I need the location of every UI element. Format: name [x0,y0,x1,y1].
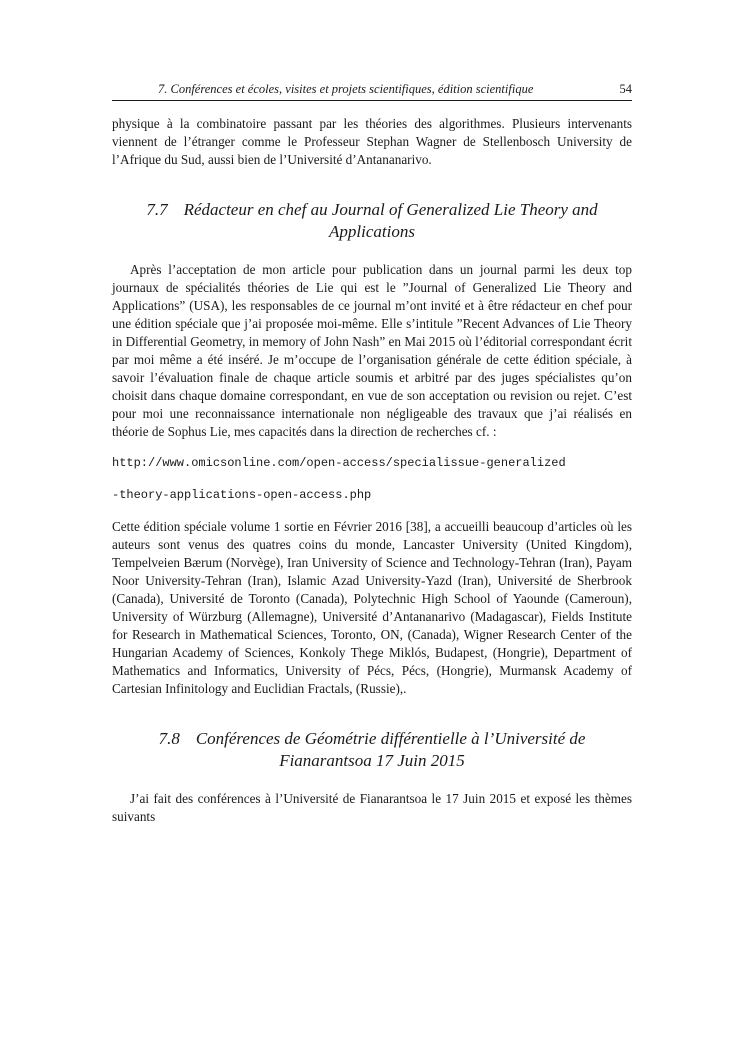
body-paragraph: Après l’acceptation de mon article pour publication dans un journal parmi les deux top journaux de spécialités théories de Lie qui est le ”Journal of Generalized Lie Theory and Applications” (USA), les responsables de ce journal m’ont invité et à être rédacteur en chef pour une édition spéciale que j’ai proposée moi-même. Elle s’intitule ”Recent Advances of Lie Theory in Differential Geometry, in memory of John Nash” en Mai 2015 où l’éditorial correspondant écrit par moi même a été inséré. Je m’occupe de l’organisation générale de cette édition spéciale, à savoir l’évaluation finale de chaque article soumis et arbitré par des juges spécialistes qu’on choisit dans chaque domaine correspondant, en vue de son acceptation ou revision ou rejet. C’est pour moi une reconnaissance internationale non négligeable des travaux que j’ai réalisés en théorie de Sophus Lie, mes capacités dans la direction de recherches cf. : [112,262,632,439]
body-paragraph: J’ai fait des conférences à l’Université de Fianarantsoa le 17 Juin 2015 et exposé les thèmes suivants [112,791,632,824]
section-number: 7.8 [158,729,180,748]
intro-paragraph: physique à la combinatoire passant par les théories des algorithmes. Plusieurs intervenants viennent de l’étranger comme le Professeur Stephan Wagner de Stellenbosch University de l’Afrique du Sud, aussi bien de l’Université d’Antananarivo. [112,116,632,167]
body-paragraph: Cette édition spéciale volume 1 sortie en Février 2016 [38], a accueilli beaucoup d’articles où les auteurs sont venus des quatres coins du monde, Lancaster University (United Kingdom), Tempelveien Bærum (Norvège), Iran University of Science and Technology-Tehran (Iran), Payam Noor University-Tehran (Iran), Islamic Azad University-Yazd (Iran), Université de Sherbrook (Canada), Université de Toronto (Canada), Polytechnic High School of Yaounde (Cameroun), University of Würzburg (Allemagne), Université d’Antananarivo (Madagascar), Fields Institute for Research in Mathematical Sciences, Toronto, ON, (Canada), Wigner Research Center of the Hungarian Academy of Sciences, Konkoly Thege Miklós, Budapest, (Hongrie), Department of Mathematics and Informatics, University of Pécs, Pécs, (Hongrie), Murmansk Academy of Cartesian Infinitology and Euclidian Fractals, (Russie),. [112,519,632,696]
page [112,82,632,826]
section-title: Conférences de Géométrie différentielle à l’Université de Fianarantsoa 17 Juin 2015 [195,729,586,770]
section-number: 7.7 [146,200,168,219]
section-title: Rédacteur en chef au Journal of Generalized Lie Theory and Applications [183,200,598,241]
section-heading-7-8 [112,728,632,772]
section-heading-7-7 [112,199,632,243]
running-title: 7. Conférences et écoles, visites et projets scientifiques, édition scientifique [158,82,534,96]
url-line: http://www.omicsonline.com/open-access/specialissue-generalized [112,456,566,470]
running-header [112,82,632,101]
url-line: -theory-applications-open-access.php [112,488,372,502]
page-number: 54 [619,82,632,96]
